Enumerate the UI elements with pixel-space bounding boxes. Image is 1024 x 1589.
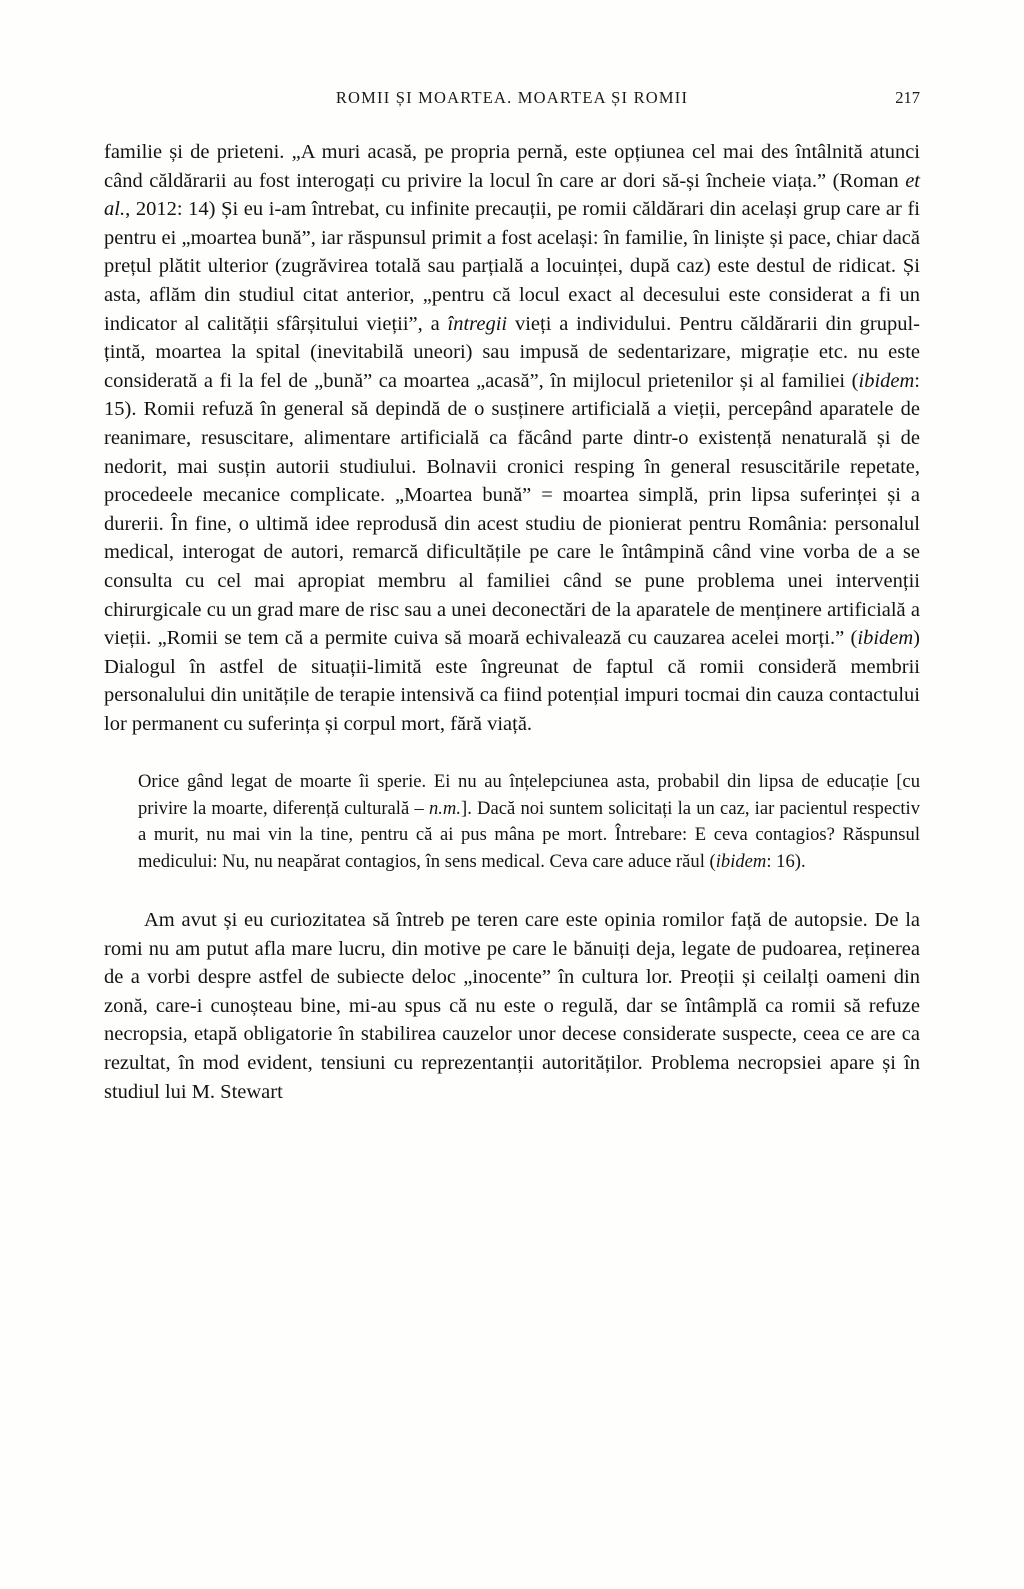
block-quote: Orice gând legat de moarte îi sperie. Ei nu au înțelepciunea asta, probabil din lipsa de educație [cu privire la moarte, diferență culturală – n.m.]. Dacă noi suntem solicitați la un caz, iar pacientul respectiv a murit, nu mai vin la tine, pentru că ai pus mâna pe mort. Întrebare: E ceva contagios? Răspunsul medicului: Nu, nu neapărat contagios, în sens medical. Ceva care aduce răul (ibidem: 16).: [138, 771, 920, 872]
page-header: [104, 88, 920, 108]
paragraph-1: familie și de prieteni. „A muri acasă, pe propria pernă, este opțiunea cel mai des întâlnită atunci când căldărarii au fost interogați cu privire la locul în care ar dori să-și încheie viața.” (Roman et al., 2012: 14) Și eu i-am întrebat, cu infinite precauții, pe romii căldărari din același grup care ar fi pentru ei „moartea bună”, iar răspunsul primit a fost același: în familie, în liniște și pace, chiar dacă prețul plătit ulterior (zugrăvirea totală sau parțială a locuinței, după caz) este destul de ridicat. Și asta, aflăm din studiul citat anterior, „pentru că locul exact al decesului este considerat a fi un indicator al calității sfârșitului vieții”, a întregii vieți a individului. Pentru căldărarii din grupul-țintă, moartea la spital (inevitabilă uneori) sau impusă de sedentarizare, migrație etc. nu este considerată a fi la fel de „bună” ca moartea „acasă”, în mijlocul prietenilor și al familiei (ibidem: 15). Romii refuză în general să depindă de o susținere artificială a vieții, percepând aparatele de reanimare, resuscitare, alimentare artificială ca făcând parte dintr-o existență nenaturală și de nedorit, mai susțin autorii studiului. Bolnavii cronici resping în general resuscitările repetate, procedeele mecanice complicate. „Moartea bună” = moartea simplă, prin lipsa suferinței și a durerii. În fine, o ultimă idee reprodusă din acest studiu de pionierat pentru România: personalul medical, interogat de autori, remarcă dificultățile pe care le întâmpină când vine vorba de a se consulta cu cel mai apropiat membru al familiei când se pune problema unei intervenții chirurgicale cu un grad mare de risc sau a unei deconectări de la aparatele de menținere artificială a vieții. „Romii se tem că a permite cuiva să moară echivalează cu cauzarea acelei morți.” (ibidem) Dialogul în astfel de situații-limită este îngreunat de faptul că romii consideră membrii personalului din unitățile de terapie intensivă ca fiind potențial impuri tocmai din cauza contactului lor permanent cu suferința și corpul mort, fără viață.: [104, 141, 921, 735]
paragraph-2: Am avut și eu curiozitatea să întreb pe teren care este opinia romilor față de autopsie. De la romi nu am putut afla mare lucru, din motive pe care le bănuiți deja, legate de pudoarea, reținerea de a vorbi despre astfel de subiecte deloc „inocente” în cultura lor. Preoții și ceilalți oameni din zonă, care-i cunoșteau bine, mi-au spus că nu este o regulă, dar se întâmplă ca romii să refuze necropsia, etapă obligatorie în stabilirea cauzelor unor decese considerate suspecte, ceea ce are ca rezultat, în mod evident, tensiuni cu reprezentanții autorităților. Problema necropsiei apare și în studiul lui M. Stewart: [104, 909, 920, 1103]
running-title: ROMII ȘI MOARTEA. MOARTEA ȘI ROMII: [335, 88, 689, 107]
page-number: 217: [895, 88, 920, 107]
